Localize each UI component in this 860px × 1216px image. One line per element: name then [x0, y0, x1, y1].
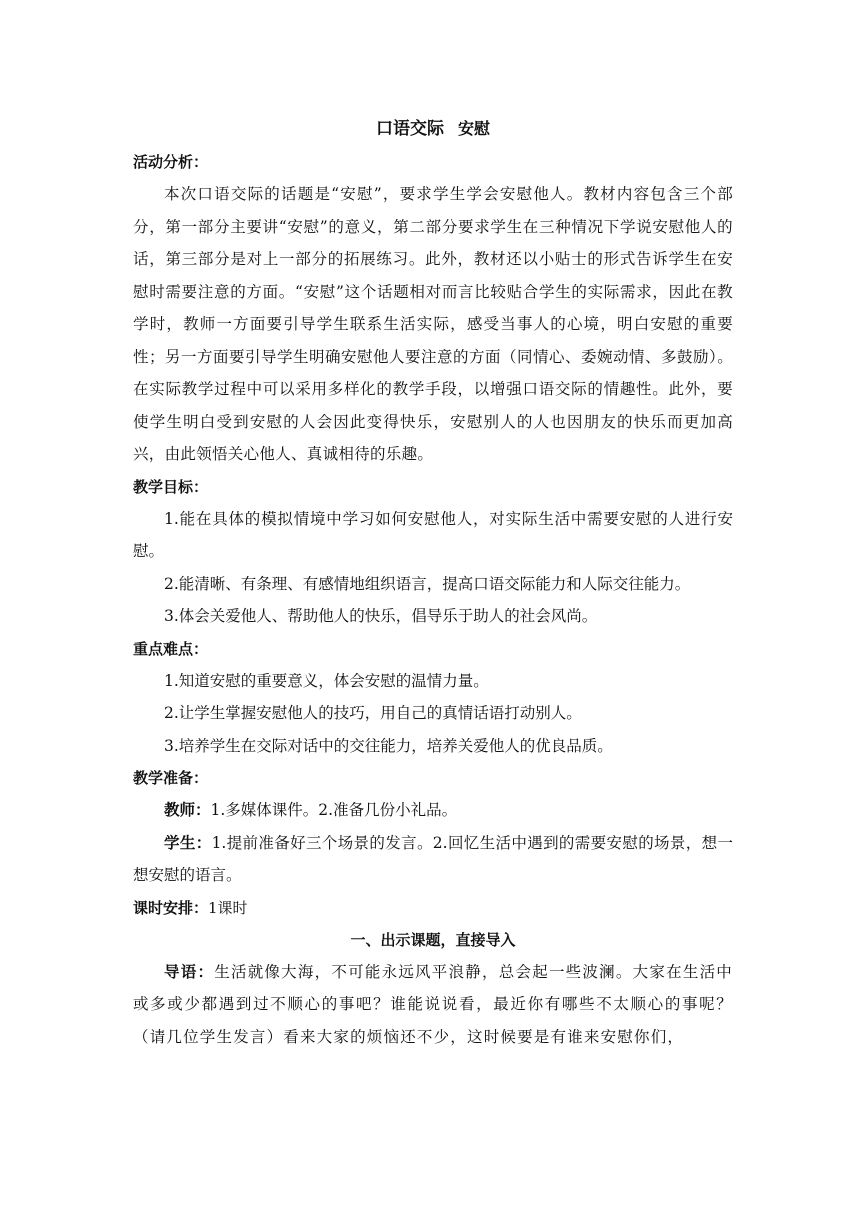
activity-paragraph: 本次口语交际的话题是“安慰”，要求学生学会安慰他人。教材内容包含三个部分，第一部分主要讲“安慰”的意义，第二部分要求学生在三种情况下学说安慰他人的话，第三部分是对上一部分的拓展练习。此外，教材还以小贴士的形式告诉学生在安慰时需要注意的方面。“安慰”这个话题相对而言比较贴合学生的实际需求，因此在教学时，教师一方面要引导学生联系生活实际，感受当事人的心境，明白安慰的重要性；另一方面要引导学生明确安慰他人要注意的方面（同情心、委婉动情、多鼓励）。在实际教学过程中可以采用多样化的教学手段，以增强口语交际的情趣性。此外，要使学生明白受到安慰的人会因此变得快乐，安慰别人的人也因朋友的快乐而更加高兴，由此领悟关心他人、真诚相待的乐趣。 — [133, 185, 733, 463]
document-content — [133, 112, 733, 1053]
goal-item-1: 1.能在具体的模拟情境中学习如何安慰他人，对实际生活中需要安慰的人进行安慰。 — [133, 509, 733, 560]
preparation-heading: 教学准备： — [133, 769, 209, 787]
lead-label: 导语： — [164, 962, 215, 981]
lead-text: 生活就像大海，不可能永远风平浪静，总会起一些波澜。大家在生活中或多或少都遇到过不顺心的事吧？谁能说说看，最近你有哪些不太顺心的事呢？（请几位学生发言）看来大家的烦恼还不少，这时候要是有谁来安慰你们， — [133, 962, 734, 1046]
key-point-item-3: 3.培养学生在交际对话中的交往能力，培养关爱他人的优良品质。 — [164, 736, 613, 755]
key-points-heading: 重点难点： — [133, 639, 209, 658]
student-label: 学生： — [164, 833, 212, 852]
schedule-text: 1课时 — [208, 898, 248, 917]
schedule-heading: 课时安排： — [133, 898, 209, 917]
goal-item-2: 2.能清晰、有条理、有感情地组织语言，提高口语交际能力和人际交往能力。 — [164, 574, 691, 593]
student-preparation — [133, 827, 733, 892]
page-title — [133, 112, 733, 146]
key-point-item-2: 2.让学生掌握安慰他人的技巧，用自己的真情话语打动别人。 — [164, 704, 582, 722]
goal-item-3: 3.体会关爱他人、帮助他人的快乐，倡导乐于助人的社会风尚。 — [164, 607, 598, 625]
teacher-text: 1.多媒体课件。2.准备几份小礼品。 — [210, 801, 458, 819]
title-main: 口语交际 — [375, 119, 444, 139]
teacher-preparation — [133, 794, 733, 827]
student-text: 1.提前准备好三个场景的发言。2.回忆生活中遇到的需要安慰的场景，想一想安慰的语言。 — [133, 833, 733, 884]
activity-heading: 活动分析： — [133, 153, 209, 171]
schedule-line — [133, 892, 733, 924]
goals-heading: 教学目标： — [133, 477, 209, 496]
section-1-title: 一、出示课题，直接导入 — [350, 930, 516, 949]
teacher-label: 教师： — [164, 801, 211, 819]
lead-paragraph — [133, 956, 733, 1054]
title-sub: 安慰 — [457, 119, 490, 138]
key-point-item-1: 1.知道安慰的重要意义，体会安慰的温情力量。 — [164, 671, 489, 690]
